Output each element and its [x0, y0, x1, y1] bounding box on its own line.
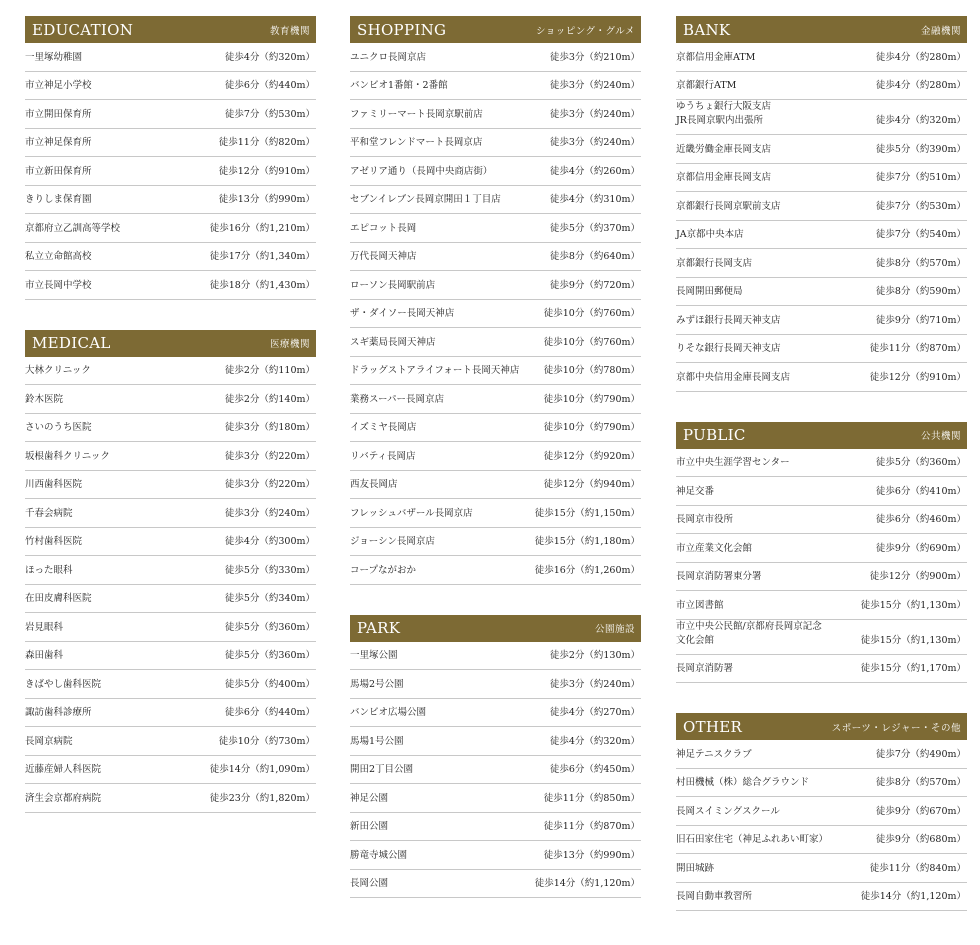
- facility-row: [676, 883, 967, 912]
- facility-row: [676, 854, 967, 883]
- walking-distance: 徒歩13分（約990m）: [543, 849, 640, 861]
- facility-row: [350, 499, 641, 528]
- column-left: [25, 16, 316, 843]
- facility-name: 神足交番: [676, 485, 715, 497]
- section-subtitle: 教育機関: [269, 25, 310, 37]
- facility-name: 勝竜寺城公園: [350, 849, 408, 861]
- facility-row: [25, 556, 316, 585]
- walking-distance: 徒歩5分（約360m）: [875, 457, 966, 468]
- facility-row: [350, 300, 641, 329]
- walking-distance: 徒歩4分（約280m）: [875, 80, 966, 91]
- walking-distance: 徒歩8分（約590m）: [875, 286, 966, 297]
- facility-name: 森田歯科: [25, 650, 64, 661]
- walking-distance: 徒歩3分（約180m）: [224, 422, 315, 433]
- facility-row: [676, 43, 967, 72]
- facility-row: [25, 414, 316, 443]
- facility-row: [350, 528, 641, 557]
- walking-distance: 徒歩9分（約720m）: [549, 279, 640, 291]
- facility-row: [676, 192, 967, 221]
- facility-name: 市立開田保育所: [25, 108, 92, 120]
- walking-distance: 徒歩16分（約1,260m）: [534, 564, 640, 576]
- walking-distance: 徒歩10分（約790m）: [543, 393, 640, 405]
- facility-name: スギ薬局長岡天神店: [350, 336, 436, 348]
- facility-row: [350, 471, 641, 500]
- walking-distance: 徒歩7分（約530m）: [224, 108, 315, 120]
- facility-name: ユニクロ長岡京店: [350, 51, 427, 63]
- walking-distance: 徒歩12分（約910m）: [218, 165, 315, 177]
- walking-distance: 徒歩10分（約760m）: [543, 308, 640, 319]
- walking-distance: 徒歩11分（約870m）: [869, 343, 966, 354]
- facility-name: りそな銀行長岡天神支店: [676, 343, 781, 354]
- walking-distance: 徒歩3分（約240m）: [549, 80, 640, 91]
- section-header: [350, 615, 641, 642]
- section-subtitle: スポーツ・レジャー・その他: [831, 722, 961, 734]
- facility-name: 鈴木医院: [25, 393, 64, 405]
- walking-distance: 徒歩7分（約530m）: [875, 200, 966, 212]
- facility-row: [25, 528, 316, 557]
- facility-row: [350, 442, 641, 471]
- facility-name: 近畿労働金庫長岡支店: [676, 143, 772, 155]
- walking-distance: 徒歩6分（約460m）: [875, 514, 966, 525]
- facility-row: [350, 100, 641, 129]
- facility-name: 市立新田保育所: [25, 165, 92, 177]
- walking-distance: 徒歩4分（約320m）: [875, 115, 966, 126]
- facility-name: 平和堂フレンドマート長岡京店: [350, 137, 483, 148]
- facility-row: [676, 249, 967, 278]
- walking-distance: 徒歩5分（約330m）: [224, 564, 315, 576]
- facility-row: [25, 43, 316, 72]
- facility-row: [350, 271, 641, 300]
- walking-distance: 徒歩5分（約360m）: [224, 650, 315, 661]
- walking-distance: 徒歩13分（約990m）: [218, 194, 315, 205]
- walking-distance: 徒歩4分（約260m）: [549, 165, 640, 177]
- section-title: BANK: [683, 20, 731, 39]
- facility-name: 長岡スイミングスクール: [676, 805, 780, 817]
- facility-row: [676, 591, 967, 620]
- walking-distance: 徒歩9分（約710m）: [875, 314, 966, 326]
- facility-row: [25, 499, 316, 528]
- facility-name: 近藤産婦人科医院: [25, 764, 102, 775]
- walking-distance: 徒歩15分（約1,170m）: [860, 663, 966, 674]
- section-header: [676, 16, 967, 43]
- facility-name: 京都信用金庫長岡支店: [676, 172, 772, 183]
- section-subtitle: 金融機関: [920, 25, 961, 37]
- facility-row: [25, 585, 316, 614]
- facility-name: みずほ銀行長岡天神支店: [676, 314, 781, 326]
- facility-row: [350, 841, 641, 870]
- facility-name: 竹村歯科医院: [25, 536, 83, 547]
- walking-distance: 徒歩12分（約920m）: [543, 450, 640, 462]
- facility-name: セブンイレブン長岡京開田１丁目店: [350, 194, 501, 205]
- facility-name: さいのうち医院: [25, 422, 92, 433]
- facility-name: ジョーシン長岡京店: [350, 536, 435, 547]
- facility-name: 神足テニスクラブ: [676, 748, 752, 760]
- walking-distance: 徒歩6分（約440m）: [224, 80, 315, 91]
- walking-distance: 徒歩17分（約1,340m）: [209, 251, 315, 262]
- facility-name: 京都銀行長岡支店: [676, 257, 753, 269]
- section-header: [350, 16, 641, 43]
- facility-name: アゼリア通り（長岡中央商店街）: [350, 165, 493, 177]
- walking-distance: 徒歩3分（約240m）: [224, 507, 315, 519]
- walking-distance: 徒歩6分（約410m）: [875, 485, 966, 497]
- section-subtitle: 医療機関: [269, 339, 310, 350]
- facility-row: [676, 769, 967, 798]
- facility-name: 私立立命館高校: [25, 251, 92, 262]
- walking-distance: 徒歩18分（約1,430m）: [209, 279, 315, 291]
- facility-row: [676, 164, 967, 193]
- facility-row: [350, 642, 641, 671]
- facility-row: [25, 385, 316, 414]
- facility-row: [25, 214, 316, 243]
- facility-row: [676, 620, 967, 655]
- facility-row: [350, 784, 641, 813]
- walking-distance: 徒歩4分（約310m）: [549, 194, 640, 205]
- walking-distance: 徒歩4分（約280m）: [875, 51, 966, 63]
- facility-row: [25, 727, 316, 756]
- facility-row: [350, 157, 641, 186]
- section-title: MEDICAL: [32, 334, 111, 352]
- section-shopping: [350, 16, 641, 585]
- section-title: PUBLIC: [683, 426, 746, 444]
- facility-row: [350, 243, 641, 272]
- facility-row: [676, 72, 967, 101]
- facility-row: [350, 214, 641, 243]
- section-park: [350, 615, 641, 899]
- walking-distance: 徒歩4分（約300m）: [224, 536, 315, 547]
- section-header: [676, 713, 967, 740]
- section-subtitle: 公共機関: [920, 431, 961, 442]
- facility-name: エピコット長岡: [350, 222, 417, 234]
- facility-row: [350, 357, 641, 386]
- facility-row: [350, 72, 641, 101]
- facility-name: ゆうちょ銀行大阪支店 JR長岡京駅内出張所: [676, 101, 772, 126]
- section-education: [25, 16, 316, 300]
- facility-row: [676, 477, 967, 506]
- walking-distance: 徒歩5分（約370m）: [549, 222, 640, 234]
- facility-name: 市立産業文化会館: [676, 542, 753, 554]
- facility-row: [676, 534, 967, 563]
- facility-name: 在田皮膚科医院: [25, 593, 92, 604]
- walking-distance: 徒歩12分（約900m）: [869, 571, 966, 582]
- facility-name: 市立神足小学校: [25, 80, 92, 91]
- facility-name: ローソン長岡駅前店: [350, 279, 436, 291]
- facility-name: きばやし歯科医院: [25, 678, 102, 690]
- walking-distance: 徒歩16分（約1,210m）: [209, 222, 315, 234]
- facility-row: [676, 135, 967, 164]
- facility-name: 長岡京病院: [25, 735, 73, 747]
- facility-row: [350, 556, 641, 585]
- facility-row: [350, 756, 641, 785]
- facility-row: [676, 363, 967, 392]
- facility-name: 一里塚幼稚園: [25, 51, 83, 63]
- facility-row: [25, 756, 316, 785]
- facility-name: 市立図書館: [676, 599, 724, 611]
- walking-distance: 徒歩2分（約110m）: [224, 365, 315, 376]
- facility-name: バンビオ1番館・2番館: [350, 80, 448, 91]
- facility-name: 千春会病院: [25, 507, 73, 519]
- walking-distance: 徒歩15分（約1,180m）: [534, 536, 640, 547]
- facility-row: [676, 506, 967, 535]
- walking-distance: 徒歩15分（約1,150m）: [534, 507, 640, 519]
- facility-name: 岩見眼科: [25, 621, 64, 633]
- facility-row: [25, 784, 316, 813]
- section-title: EDUCATION: [32, 20, 134, 39]
- facility-row: [676, 335, 967, 364]
- facility-name: 京都府立乙訓高等学校: [25, 222, 121, 234]
- section-title: OTHER: [683, 717, 743, 736]
- facility-row: [25, 100, 316, 129]
- facility-name: 京都銀行ATM: [676, 80, 737, 91]
- facility-name: 長岡開田郵便局: [676, 286, 743, 297]
- walking-distance: 徒歩3分（約210m）: [549, 51, 640, 63]
- facility-row: [350, 43, 641, 72]
- facility-name: フレッシュバザール長岡京店: [350, 507, 473, 519]
- facility-name: 長岡自動車教習所: [676, 891, 753, 902]
- section-title: PARK: [357, 619, 401, 637]
- walking-distance: 徒歩12分（約940m）: [543, 479, 640, 490]
- walking-distance: 徒歩5分（約340m）: [224, 593, 315, 604]
- facility-row: [25, 157, 316, 186]
- facility-row: [25, 271, 316, 300]
- facility-name: ファミリーマート長岡京駅前店: [350, 108, 483, 120]
- walking-distance: 徒歩3分（約240m）: [549, 108, 640, 120]
- walking-distance: 徒歩14分（約1,090m）: [209, 764, 315, 775]
- facility-row: [25, 129, 316, 158]
- facility-row: [676, 100, 967, 135]
- walking-distance: 徒歩11分（約850m）: [543, 792, 640, 804]
- facility-row: [350, 328, 641, 357]
- facility-row: [350, 186, 641, 215]
- walking-distance: 徒歩15分（約1,130m）: [860, 634, 966, 646]
- facility-name: ドラッグストアライフォート長岡天神店: [350, 365, 520, 376]
- facility-name: 市立中央公民館/京都府長岡京記念 文化会館: [676, 620, 822, 646]
- facility-name: 京都銀行長岡京駅前支店: [676, 200, 781, 212]
- facility-row: [25, 670, 316, 699]
- facility-row: [676, 826, 967, 855]
- facility-name: 馬場1号公園: [350, 735, 404, 747]
- walking-distance: 徒歩12分（約910m）: [869, 371, 966, 383]
- facility-row: [676, 221, 967, 250]
- facility-row: [25, 72, 316, 101]
- facility-row: [25, 186, 316, 215]
- walking-distance: 徒歩6分（約450m）: [549, 764, 640, 775]
- facility-row: [350, 727, 641, 756]
- walking-distance: 徒歩5分（約360m）: [224, 621, 315, 633]
- walking-distance: 徒歩5分（約390m）: [875, 143, 966, 155]
- walking-distance: 徒歩4分（約320m）: [224, 51, 315, 63]
- facility-name: 業務スーパー長岡京店: [350, 393, 445, 405]
- facility-row: [25, 699, 316, 728]
- walking-distance: 徒歩4分（約320m）: [549, 735, 640, 747]
- walking-distance: 徒歩7分（約540m）: [875, 229, 966, 240]
- facility-name: 市立長岡中学校: [25, 279, 92, 291]
- facility-name: 馬場2号公園: [350, 678, 404, 690]
- walking-distance: 徒歩23分（約1,820m）: [209, 792, 315, 804]
- facility-name: 旧石田家住宅（神足ふれあい町家）: [676, 834, 829, 845]
- walking-distance: 徒歩10分（約760m）: [543, 336, 640, 348]
- walking-distance: 徒歩2分（約130m）: [549, 650, 640, 661]
- section-medical: [25, 330, 316, 813]
- section-header: [25, 16, 316, 43]
- walking-distance: 徒歩3分（約240m）: [549, 137, 640, 148]
- facility-name: 川西歯科医院: [25, 479, 83, 490]
- walking-distance: 徒歩9分（約680m）: [875, 834, 966, 845]
- facility-name: 一里塚公園: [350, 650, 398, 661]
- section-title: SHOPPING: [357, 20, 447, 39]
- facility-row: [350, 813, 641, 842]
- walking-distance: 徒歩6分（約440m）: [224, 707, 315, 718]
- column-middle: [350, 16, 641, 928]
- facility-name: 西友長岡店: [350, 479, 398, 490]
- walking-distance: 徒歩10分（約790m）: [543, 422, 640, 433]
- facility-name: 万代長岡天神店: [350, 251, 417, 262]
- facility-name: 新田公園: [350, 821, 389, 832]
- facility-name: 市立中央生涯学習センター: [676, 457, 790, 468]
- walking-distance: 徒歩14分（約1,120m）: [860, 891, 966, 902]
- facility-name: 京都信用金庫ATM: [676, 51, 756, 63]
- walking-distance: 徒歩3分（約220m）: [224, 450, 315, 462]
- facility-row: [25, 471, 316, 500]
- facility-name: ザ・ダイソー長岡天神店: [350, 308, 455, 319]
- facility-row: [25, 613, 316, 642]
- facility-name: 長岡京市役所: [676, 514, 734, 525]
- facility-name: リバティ長岡店: [350, 450, 416, 462]
- facility-name: バンビオ広場公園: [350, 707, 427, 718]
- facility-name: 神足公園: [350, 792, 389, 804]
- facility-name: コープながおか: [350, 564, 417, 576]
- walking-distance: 徒歩4分（約270m）: [549, 707, 640, 718]
- walking-distance: 徒歩8分（約570m）: [875, 777, 966, 788]
- facility-row: [25, 243, 316, 272]
- facility-row: [676, 563, 967, 592]
- facility-name: 長岡京消防署東分署: [676, 571, 762, 582]
- facility-name: 京都中央信用金庫長岡支店: [676, 371, 791, 383]
- facility-name: 諏訪歯科診療所: [25, 707, 92, 718]
- walking-distance: 徒歩11分（約840m）: [869, 862, 966, 874]
- walking-distance: 徒歩7分（約490m）: [875, 748, 966, 760]
- facility-name: 大林クリニック: [25, 365, 91, 376]
- section-subtitle: 公園施設: [594, 624, 635, 635]
- facility-row: [350, 385, 641, 414]
- walking-distance: 徒歩10分（約780m）: [543, 365, 640, 376]
- facility-row: [350, 699, 641, 728]
- walking-distance: 徒歩3分（約220m）: [224, 479, 315, 490]
- facility-name: JA京都中央本店: [676, 229, 744, 240]
- facility-name: ほった眼科: [25, 564, 73, 576]
- facility-name: 開田2丁目公園: [350, 764, 414, 775]
- facility-row: [350, 414, 641, 443]
- section-subtitle: ショッピング・グルメ: [535, 25, 635, 37]
- facility-name: 長岡公園: [350, 878, 389, 889]
- walking-distance: 徒歩3分（約240m）: [549, 678, 640, 690]
- walking-distance: 徒歩2分（約140m）: [224, 393, 315, 405]
- walking-distance: 徒歩11分（約870m）: [543, 821, 640, 832]
- facility-name: きりしま保育園: [25, 194, 92, 205]
- facility-row: [350, 129, 641, 158]
- section-other: [676, 713, 967, 911]
- facility-row: [676, 278, 967, 307]
- walking-distance: 徒歩15分（約1,130m）: [860, 599, 966, 611]
- facility-row: [676, 740, 967, 769]
- walking-distance: 徒歩7分（約510m）: [875, 172, 966, 183]
- walking-distance: 徒歩5分（約400m）: [224, 678, 315, 690]
- facility-row: [676, 797, 967, 826]
- facility-row: [676, 449, 967, 478]
- section-header: [676, 422, 967, 449]
- column-right: [676, 16, 967, 941]
- section-public: [676, 422, 967, 684]
- facility-row: [676, 306, 967, 335]
- facility-name: イズミヤ長岡店: [350, 422, 417, 433]
- walking-distance: 徒歩8分（約640m）: [549, 251, 640, 262]
- walking-distance: 徒歩8分（約570m）: [875, 257, 966, 269]
- facility-row: [25, 357, 316, 386]
- facility-row: [25, 442, 316, 471]
- walking-distance: 徒歩14分（約1,120m）: [534, 878, 640, 889]
- walking-distance: 徒歩11分（約820m）: [218, 137, 315, 148]
- facility-row: [350, 670, 641, 699]
- facility-row: [676, 655, 967, 684]
- facility-name: 開田城跡: [676, 862, 715, 874]
- section-header: [25, 330, 316, 357]
- facility-row: [25, 642, 316, 671]
- facility-name: 村田機械（株）総合グラウンド: [676, 777, 810, 788]
- section-bank: [676, 16, 967, 392]
- facility-row: [350, 870, 641, 899]
- facility-name: 坂根歯科クリニック: [25, 450, 110, 462]
- facility-name: 市立神足保育所: [25, 137, 92, 148]
- walking-distance: 徒歩10分（約730m）: [218, 735, 315, 747]
- walking-distance: 徒歩9分（約690m）: [875, 542, 966, 554]
- facility-name: 長岡京消防署: [676, 663, 734, 674]
- facility-name: 済生会京都府病院: [25, 792, 102, 804]
- walking-distance: 徒歩9分（約670m）: [875, 805, 966, 817]
